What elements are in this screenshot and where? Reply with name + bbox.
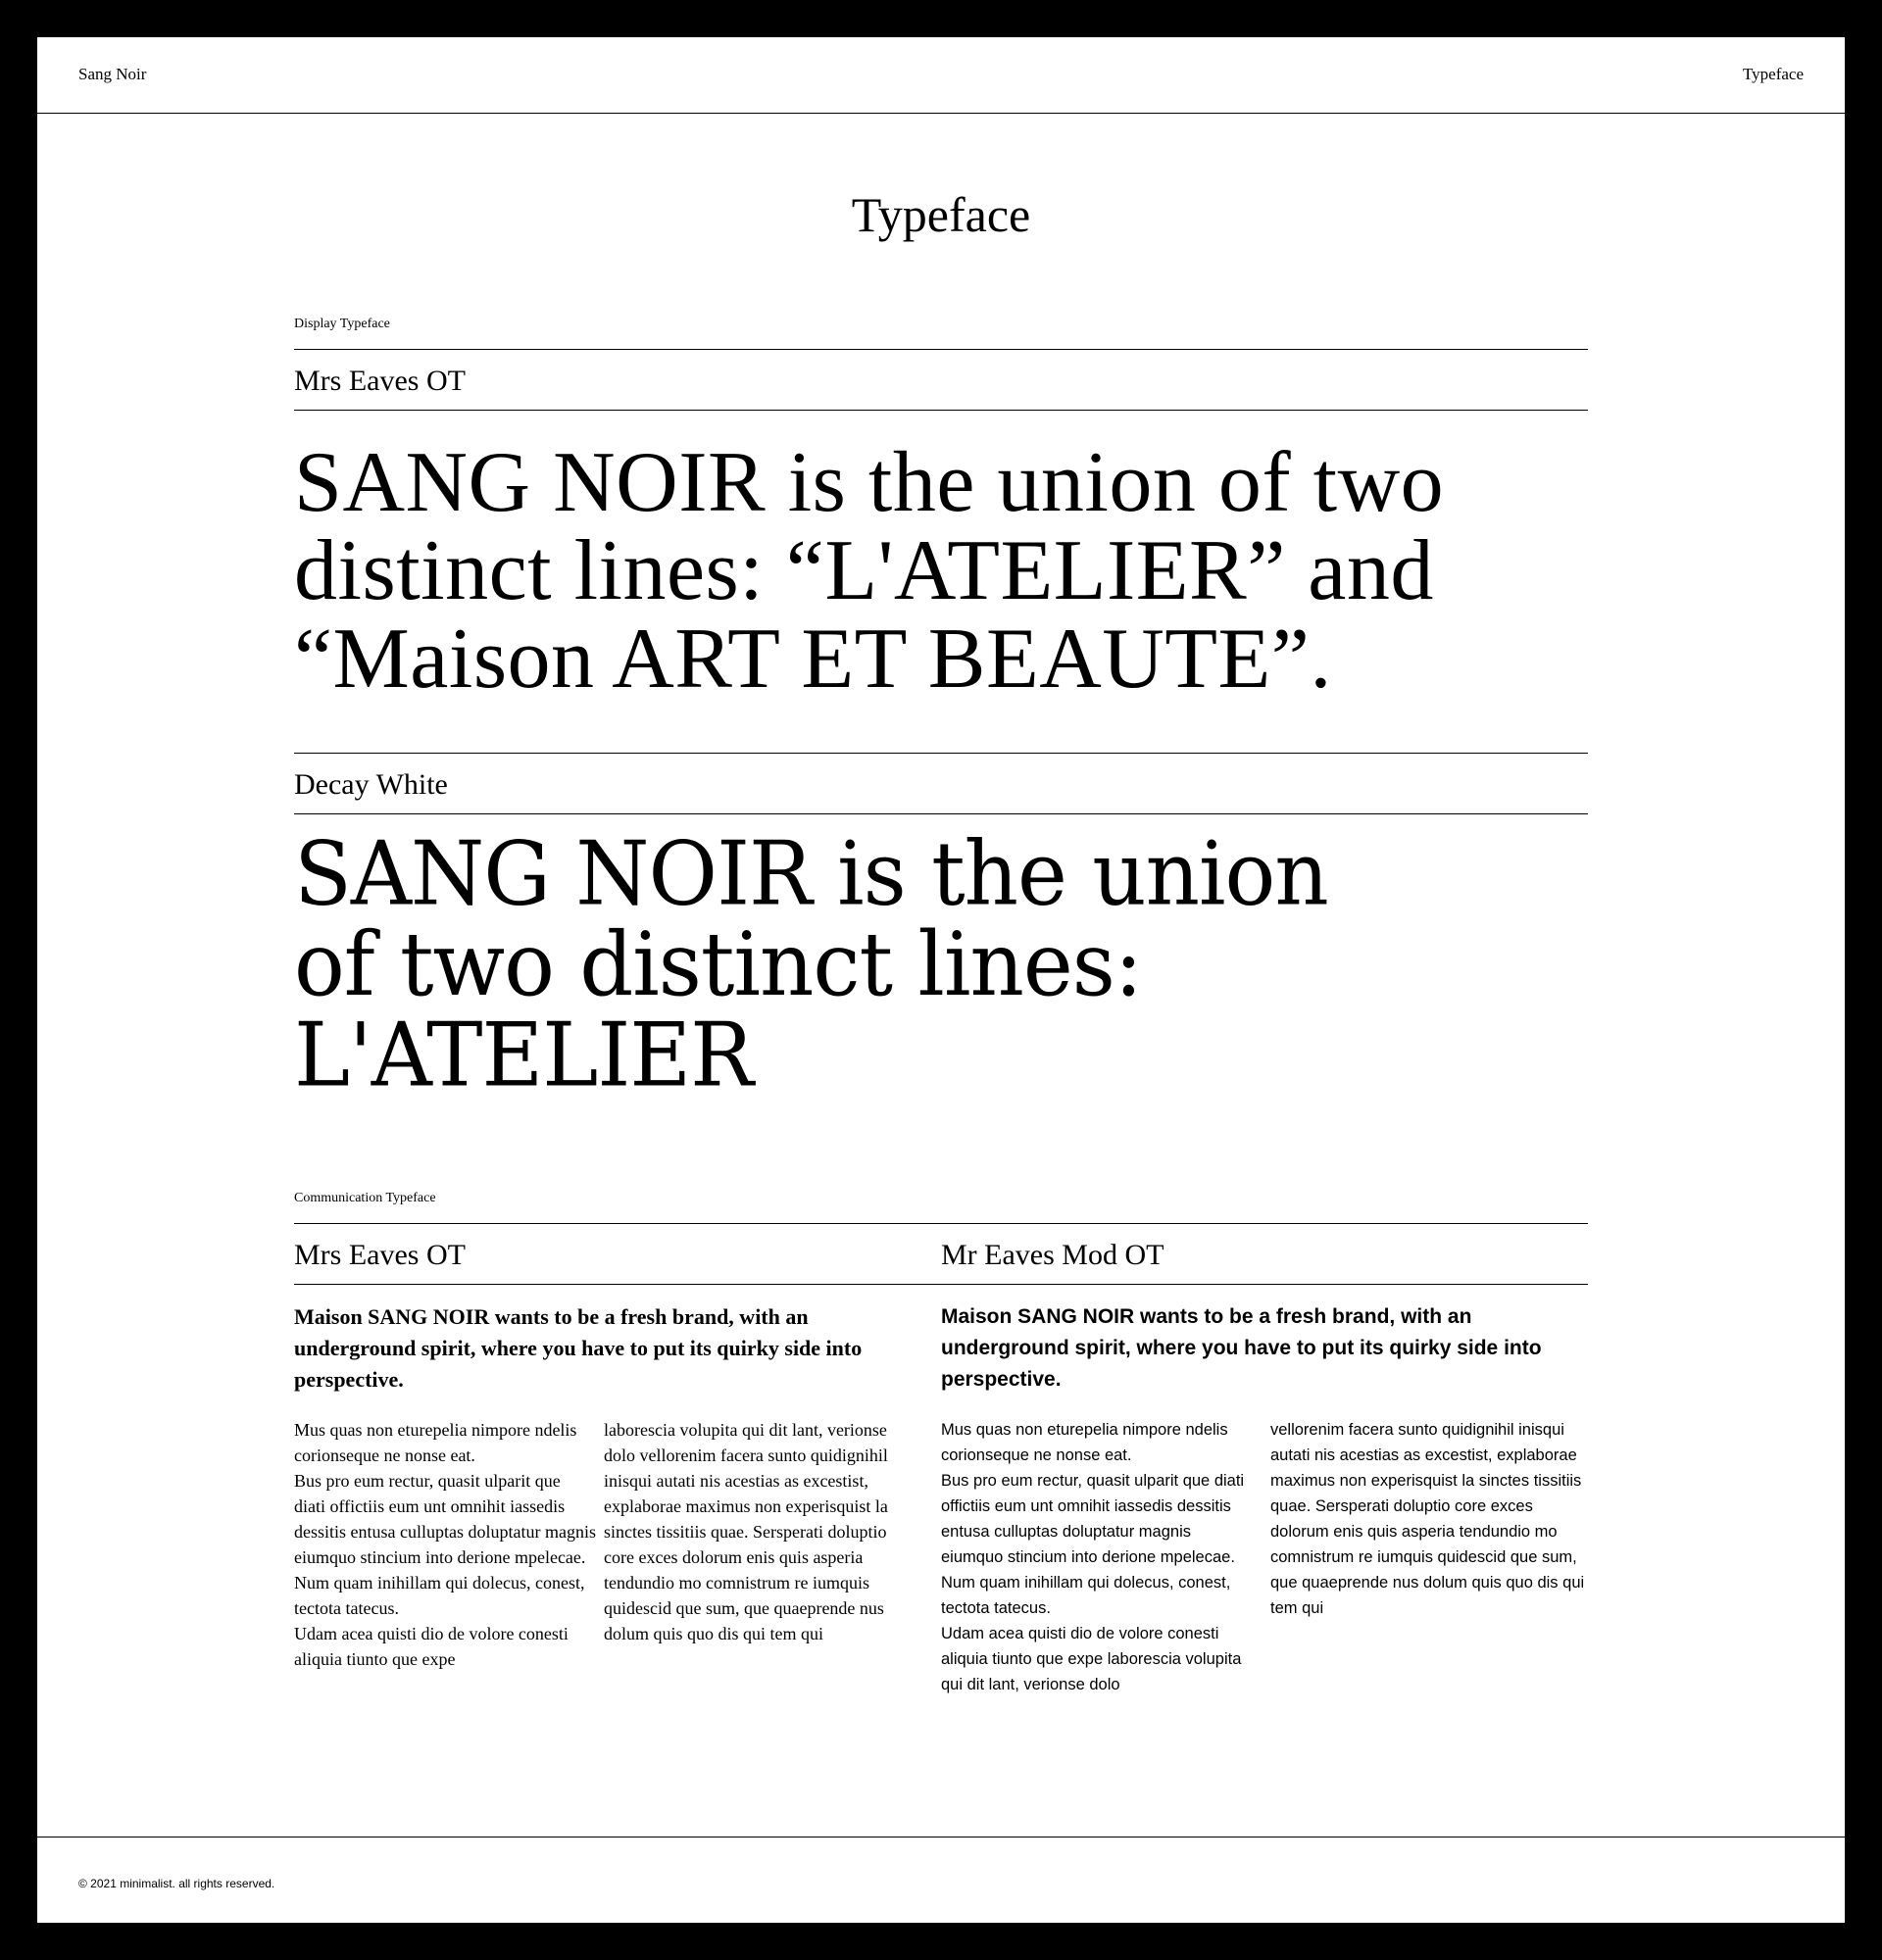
sample-line: SANG NOIR is the union <box>294 822 1328 926</box>
page-title: Typeface <box>851 187 1031 242</box>
divider <box>294 753 1588 754</box>
divider <box>294 813 1588 814</box>
sample-line: of two distinct lines: <box>294 913 1142 1017</box>
sample-line: “Maison ART ET BEAUTE”. <box>294 612 1332 707</box>
comm-lead-mrs-eaves: Maison SANG NOIR wants to be a fresh brand, with an underground spirit, where you have to put its quirky side into perspective. <box>294 1304 863 1392</box>
display-font-name-mrs-eaves: Mrs Eaves OT <box>294 365 466 397</box>
display-font-name-decay-white: Decay White <box>294 768 448 801</box>
divider <box>294 1223 1588 1224</box>
header <box>37 37 1845 114</box>
sample-line: SANG NOIR is the union of two <box>294 435 1445 530</box>
display-sample-decay-white <box>294 822 1588 1107</box>
sample-line: distinct lines: “L'ATELIER” and <box>294 523 1434 618</box>
page <box>37 37 1845 1923</box>
comm-body-col2-mr-eaves-mod: vellorenim facera sunto quidignihil inisqui autati nis acestias as excestist, explaborae maximus non experisquist la sinctes tissitiis quae. Sersperati doluptio core exces dolorum enis quis asperia tendundio mo comnistrum re iumquis quidescid que sum, que quaeprende nus dolum quis quo dis qui tem qui <box>1270 1421 1585 1617</box>
communication-section-label: Communication Typeface <box>294 1191 436 1205</box>
display-sample-mrs-eaves <box>294 435 1588 707</box>
divider <box>941 1284 1588 1285</box>
comm-font-name-mr-eaves-mod: Mr Eaves Mod OT <box>941 1239 1164 1271</box>
copyright: © 2021 minimalist. all rights reserved. <box>78 1877 275 1890</box>
comm-lead-mr-eaves-mod: Maison SANG NOIR wants to be a fresh brand, with an underground spirit, where you have to put its quirky side into perspective. <box>941 1305 1542 1391</box>
comm-font-name-mrs-eaves: Mrs Eaves OT <box>294 1239 466 1271</box>
comm-body-col1-mr-eaves-mod: Mus quas non eturepelia nimpore ndelis corionseque ne nonse eat. Bus pro eum rectur, quasit ulparit que diati offictiis eum unt omnihit iassedis dessitis entusa culluptas doluptatur magnis eiumquo stincium into derione mpelecae. Num quam inihillam qui dolecus, conest, tectota tatecus. Udam acea quisti dio de volore conesti aliquia tiunto que expe laborescia volupita qui dit lant, verionse dolo <box>941 1421 1245 1693</box>
nav-link-typeface[interactable]: Typeface <box>1742 65 1804 83</box>
comm-body-col1-mrs-eaves: Mus quas non eturepelia nimpore ndelis corionseque ne nonse eat. Bus pro eum rectur, quasit ulparit que diati offictiis eum unt omnihit iassedis dessitis entusa culluptas doluptatur magnis eiumquo stincium into derione mpelecae. Num quam inihillam qui dolecus, conest, tectota tatecus. Udam acea quisti dio de volore conesti aliquia tiunto que expe <box>294 1420 596 1669</box>
comm-body-col2-mrs-eaves: laborescia volupita qui dit lant, verionse dolo vellorenim facera sunto quidignihil inisqui autati nis acestias as excestist, explaborae maximus non experisquist la sinctes tissitiis quae. Sersperati doluptio core exces dolorum enis quis asperia tendundio mo comnistrum re iumquis quidescid que sum, que quaeprende nus dolum quis quo dis qui tem qui <box>604 1420 888 1643</box>
divider <box>294 349 1588 350</box>
display-section-label: Display Typeface <box>294 317 390 331</box>
divider <box>294 410 1588 411</box>
divider <box>294 1284 941 1285</box>
brand-link[interactable]: Sang Noir <box>78 65 147 83</box>
footer <box>37 1837 1845 1890</box>
sample-line: L'ATELIER <box>294 1004 753 1107</box>
